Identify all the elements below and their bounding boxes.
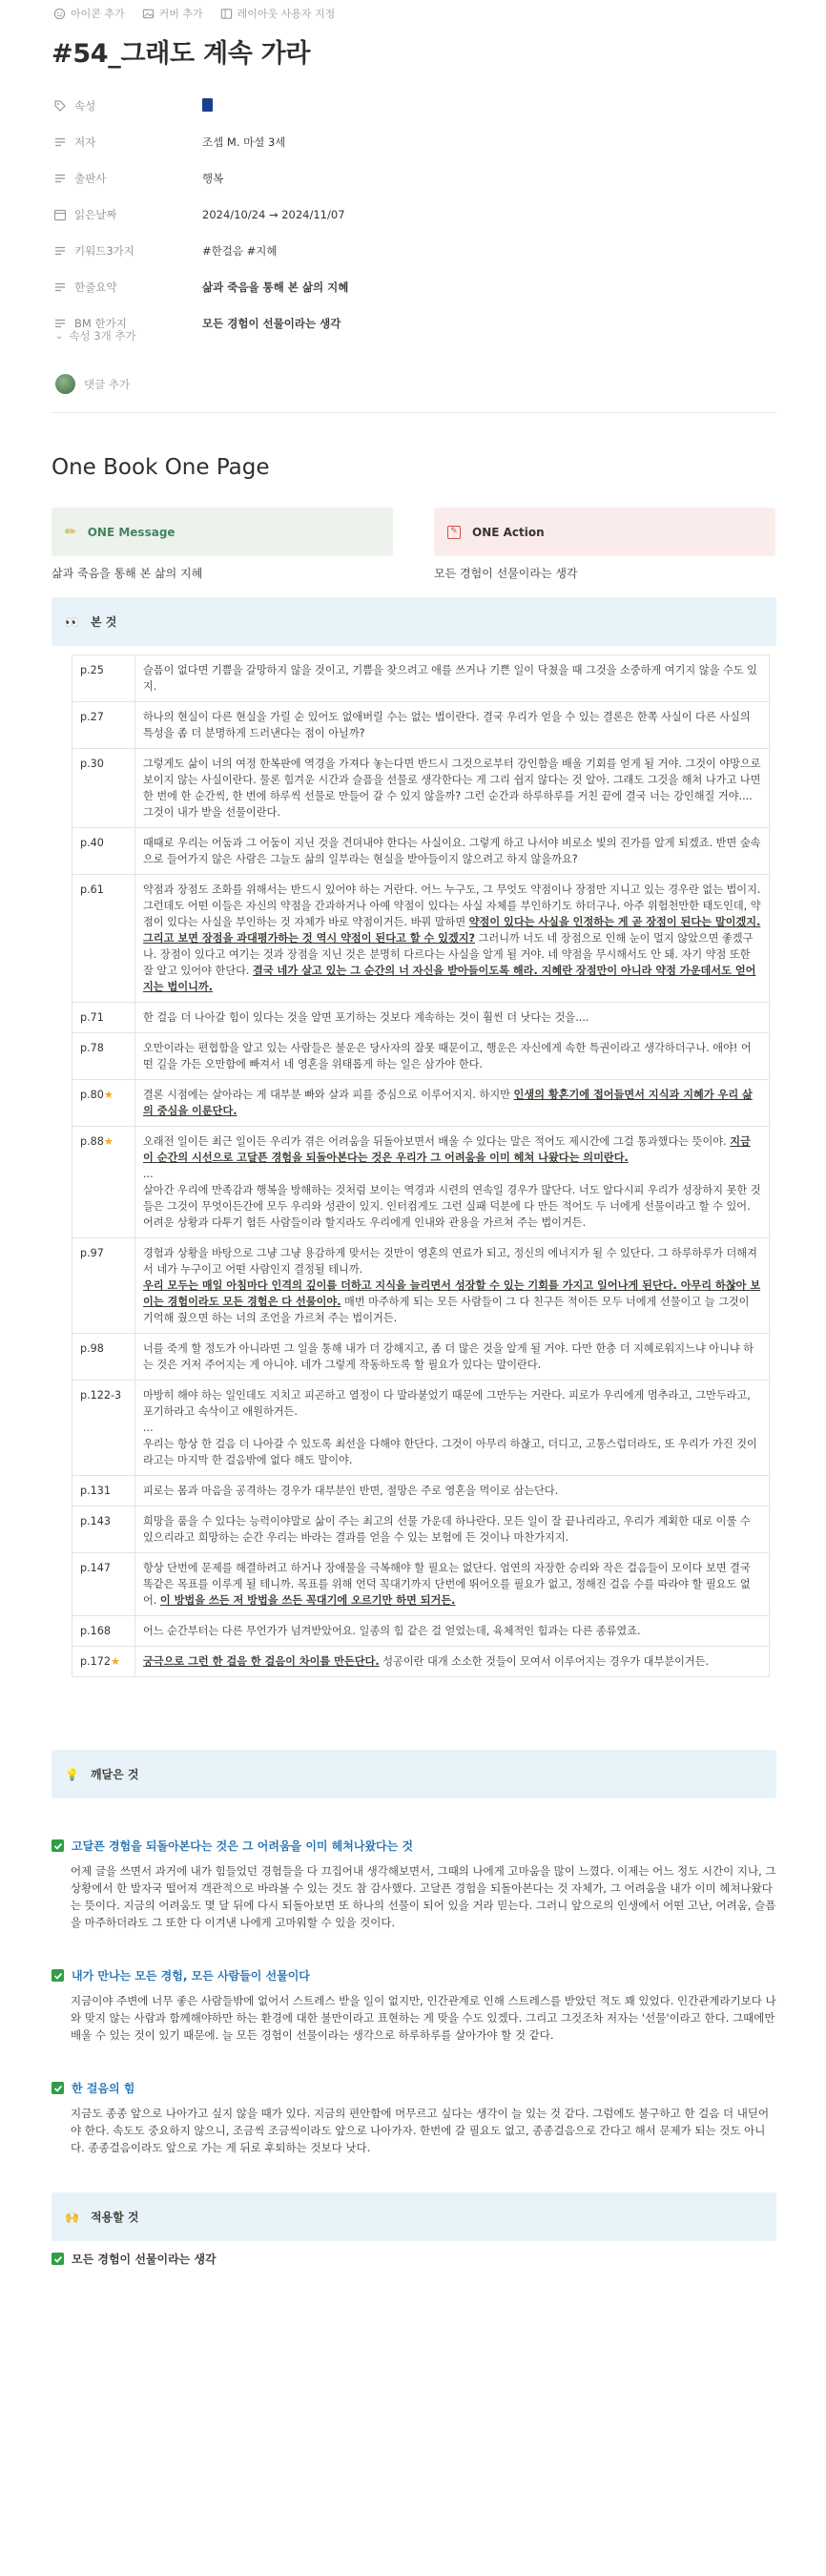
insight-2 <box>52 1967 776 2044</box>
quote-page-text: p.131 <box>80 1485 112 1497</box>
quote-text[interactable] <box>135 1381 770 1476</box>
property-attr-label: 속성 <box>74 99 96 113</box>
quote-fragment: 매번 마주하게 되는 모든 사람들이 그 다 친구든 적이든 모두 너에게 선물이고 늘 그것이 기억해 줬으면 하는 너의 조언을 가르쳐 주는 법이거든. <box>143 1296 750 1324</box>
customize-layout-button[interactable] <box>220 6 336 21</box>
seen-section-header[interactable] <box>52 597 776 646</box>
quote-fragment: 마방히 해야 하는 일인데도 지치고 피곤하고 열정이 다 말라붙었기 때문에 그만두는 거란다. 피로가 우리에게 멈추라고, 그만두라고, 포기하라고 속삭이고 애원하거든. ... 우리는 항상 한 걸음 더 나아갈 수 있도록 최선을 다해야 한단다. 그것이 아무리 하찮고, 더디고, 고통스럽더라도, 또 우리가 가진 것이라고는 마지막 한 걸음밖에 없다 해도 말이야. <box>143 1389 757 1466</box>
quote-page <box>72 1506 135 1553</box>
property-publisher-name <box>52 171 202 186</box>
add-comment[interactable] <box>55 374 130 394</box>
quote-page <box>72 1033 135 1080</box>
property-summary-name <box>52 280 202 295</box>
star-icon: ★ <box>103 1135 114 1148</box>
page-top-actions <box>53 6 335 21</box>
property-summary-value[interactable]: 삶과 죽음을 통해 본 삶의 지혜 <box>202 280 349 294</box>
quote-page <box>72 1003 135 1033</box>
property-read-date-name <box>52 207 202 222</box>
add-comment-label: 댓글 추가 <box>84 377 131 391</box>
apply-section-header[interactable] <box>52 2192 776 2241</box>
quote-text[interactable] <box>135 875 770 1003</box>
obop-heading: One Book One Page <box>52 455 270 480</box>
quote-page <box>72 1127 135 1238</box>
quote-text[interactable] <box>135 1033 770 1080</box>
table-row <box>72 1553 770 1616</box>
property-read-date-label: 읽은날짜 <box>74 208 117 221</box>
eyes-icon: 👀 <box>65 614 79 629</box>
quote-highlight: 결국 네가 살고 있는 그 순간의 너 자신을 받아들이도록 해라. 지혜란 장점만이 아니라 약점 가운데서도 얻어지는 법이니까. <box>143 965 756 993</box>
lightbulb-icon: 💡 <box>65 1767 79 1781</box>
quote-text[interactable] <box>135 828 770 875</box>
quote-page <box>72 702 135 749</box>
pencil-icon: ✏ <box>65 524 76 540</box>
quote-page-text: p.172 <box>80 1655 112 1668</box>
quote-text[interactable] <box>135 702 770 749</box>
quote-highlight: 이 방법을 쓰든 저 방법을 쓰든 꼭대기에 오르기만 하면 되거든. <box>159 1594 456 1607</box>
property-author-name <box>52 135 202 150</box>
quote-fragment: 어느 순간부터는 다른 무언가가 넘겨받았어요. 일종의 힘 같은 걸 얻었는데, 육체적인 힘과는 다른 종류였죠. <box>143 1625 641 1637</box>
edit-icon: ✎ <box>447 526 461 539</box>
property-bm-value[interactable]: 모든 경험이 선물이라는 생각 <box>202 317 341 330</box>
quote-page-text: p.30 <box>80 758 104 770</box>
page-title[interactable]: #54_그래도 계속 가라 <box>52 39 311 69</box>
quote-page-text: p.97 <box>80 1247 104 1259</box>
apply-item-text: 모든 경험이 선물이라는 생각 <box>72 2253 217 2266</box>
property-keywords-value[interactable]: #한걸음 #지혜 <box>202 244 278 258</box>
layout-icon <box>220 8 233 20</box>
quote-fragment: 한 걸음 더 나아갈 힘이 있다는 것을 알면 포기하는 것보다 계속하는 것이 훨씬 더 낫다는 것을.... <box>143 1011 589 1024</box>
property-read-date-value[interactable]: 2024/10/24 → 2024/11/07 <box>202 208 345 221</box>
quote-page-text: p.40 <box>80 837 104 849</box>
insight-title[interactable] <box>52 2080 776 2096</box>
insight-3 <box>52 2080 776 2156</box>
quote-fragment: 항상 단번에 문제를 해결하려고 하거나 장애물을 극복해야 할 필요는 없단다. 엄연의 자장한 승리와 작은 걸음들이 모이다 보면 결국 똑같은 목표를 이루게 될 테니까. 목표를 위해 언덕 꼭대기까지 단번에 뛰어오를 필요가 없고, 정해진 걸음 수를 따라야 할 필요도 없어. <box>143 1562 751 1607</box>
quote-fragment: 그렇게도 삶이 너의 여정 한복판에 역경을 가져다 놓는다면 반드시 그것으로부터 강인함을 배울 기회를 얻게 될 거야. 그것이 야망으로 보이지 않는 사실이란다. 물론 힘겨운 시간과 슬픔을 선물로 생각한다는 게 그리 쉽지 않다는 것 알아. 그래도 그것을 해쳐 나가고 나면 한 번에 한 순간씩, 한 번에 하루씩 선물로 만들어 갈 수 있지 않을까? 그런 순간과 하루하루를 거친 끝에 결국 너는 강인해질 거야.... 그것이 내가 받을 선물이란다. <box>143 758 761 819</box>
table-row <box>72 1127 770 1238</box>
quote-text[interactable] <box>135 1127 770 1238</box>
property-author-label: 저자 <box>74 135 96 149</box>
checkbox-checked-icon[interactable] <box>52 2082 64 2094</box>
table-row <box>72 1476 770 1506</box>
quote-page <box>72 1647 135 1677</box>
quote-fragment: 오만이라는 편협함을 알고 있는 사람들은 불운은 당사자의 잘못 때문이고, 행운은 자신에게 속한 특권이라고 생각하더구나. 애야! 어떤 길을 가든 오만함에 빠져서 네 영혼을 위태롭게 하는 일은 삼가야 한다. <box>143 1042 752 1070</box>
smiley-icon <box>53 8 66 20</box>
one-action-callout[interactable] <box>434 508 775 556</box>
property-bm-label: BM 한가지 <box>74 317 127 330</box>
star-icon: ★ <box>103 1089 114 1101</box>
more-properties-toggle[interactable] <box>55 328 136 343</box>
property-keywords-label: 키워드3가지 <box>74 244 134 258</box>
quote-fragment: 하나의 현실이 다른 현실을 가릴 순 있어도 없애버릴 수는 없는 법이란다. 결국 우리가 얻을 수 있는 결론은 한쪽 사실이 다른 사실의 특성을 좀 더 분명하게 드러낸다는 점이 아닐까? <box>143 711 751 739</box>
quote-page <box>72 1238 135 1334</box>
apply-label: 적용할 것 <box>90 2211 139 2224</box>
insight-title-text: 한 걸음의 힘 <box>72 2082 135 2095</box>
add-cover-button[interactable] <box>142 6 203 21</box>
quote-page-text: p.88 <box>80 1135 104 1148</box>
property-author-value[interactable]: 조셉 M. 마셜 3세 <box>202 135 286 149</box>
table-row <box>72 1647 770 1677</box>
text-lines-icon <box>53 172 67 185</box>
quote-fragment: 결론 시점에는 살아라는 게 대부분 빠와 살과 피를 중심으로 이루어지지. 하지만 <box>143 1089 514 1101</box>
quote-text[interactable] <box>135 1506 770 1553</box>
text-lines-icon <box>53 244 67 258</box>
property-publisher[interactable] <box>52 164 776 193</box>
property-summary[interactable] <box>52 273 776 301</box>
quote-page-text: p.168 <box>80 1625 112 1637</box>
property-read-date[interactable] <box>52 200 776 229</box>
quote-fragment: 오래전 일이든 최근 일이든 우리가 겪은 어려움을 뒤돌아보면서 배울 수 있다는 말은 적어도 제시간에 그걸 통과했다는 뜻이야. <box>143 1135 731 1148</box>
quote-page-text: p.122-3 <box>80 1389 122 1402</box>
quote-page-text: p.98 <box>80 1342 104 1355</box>
quote-text[interactable] <box>135 1003 770 1033</box>
quote-text[interactable] <box>135 1616 770 1647</box>
property-keywords-name <box>52 243 202 259</box>
quote-page-text: p.61 <box>80 883 104 896</box>
quote-highlight: 우리 모두는 매일 아침마다 인격의 깊이를 더하고 지식을 늘리면서 성장할 수 있는 기회를 가지고 일어나게 된단다. 아무리 하찮아 보이는 경험이라도 모든 경험은 다 선물이야. <box>143 1279 761 1308</box>
quote-fragment: 슬픔이 없다면 기쁨을 갈망하지 않을 것이고, 기쁨을 찾으려고 애를 쓰거나 기쁜 일이 닥쳤을 때 그것을 소중하게 여기지 않을 수도 있지. <box>143 664 757 693</box>
quote-fragment: 경험과 상황을 바탕으로 그냥 그냥 용감하게 맞서는 것만이 영혼의 연료가 되고, 정신의 에너지가 될 수 있단다. 그 하루하루가 더해져서 네가 누구이고 어떤 사람인지 결정될 테니까. <box>143 1247 757 1276</box>
quotes-table <box>72 654 770 1677</box>
quote-page <box>72 1616 135 1647</box>
table-row <box>72 1616 770 1647</box>
insight-body: 어제 글을 쓰면서 과거에 내가 힘들었던 경험들을 다 끄집어내 생각해보면서, 그때의 나에게 고마움을 많이 느꼈다. 이제는 어느 정도 시간이 지나, 그 상황에서 한 발자국 떨어져 객관적으로 바라볼 수 있는 것도 참 감사했다. 고달픈 경험을 되돌아본다는 것 자체가, 그 어려움을 내가 이미 헤쳐나왔다는 뜻이다. 지금의 어려움도 몇 달 뒤에 다시 되돌아보면 또 하나의 선물이 되어 있을 거라 믿는다. 그러니 앞으로의 인생에서 어떤 고난, 어려움, 슬픔을 마주하더라도 그 또한 다 이겨낸 나에게 고마워할 수 있을 것이다. <box>71 1864 776 1929</box>
text-lines-icon <box>53 280 67 294</box>
quote-text[interactable] <box>135 1238 770 1334</box>
insight-title[interactable] <box>52 1838 776 1854</box>
quote-fragment: 너를 죽게 할 정도가 아니라면 그 일을 통해 내가 더 강해지고, 좀 더 많은 것을 알게 될 거야. 다만 한층 더 지혜로워지느냐 아니냐 하는 것은 거저 주어지는 게 아니야. 네가 그렇게 작동하도록 할 필요가 있다는 말이란다. <box>143 1342 754 1371</box>
table-row <box>72 1334 770 1381</box>
insight-body: 지금이야 주변에 너무 좋은 사람들밖에 없어서 스트레스 받을 일이 없지만, 인간관계로 인해 스트레스를 받았던 적도 꽤 있었다. 인간관계라기보다 나와 맞지 않는 사람과 함께해야하만 하는 환경에 대한 불만이라고 표현하는 게 맞을 수도 있겠다. 그리고 그것조차 저자는 '선물'이라고 한다. 그때에만 배울 수 있는 것이 있기 때문에. 늘 모든 경험이 선물이라는 생각으로 하루하루를 살아가야 할 것 같다. <box>71 1994 776 2042</box>
quote-fragment: 그러니까 너도 네 장점으로 인해 눈이 멀지 않았으면 좋겠구나. 장점이 있다고 여기는 것과 장점을 지닌 것은 분명히 다르다는 사실을 알게 될 거야. 네 약점을 무시해서도 안 돼. 자기 약점 또한 잘 알고 있어야 한단다. <box>143 932 754 977</box>
quote-fragment: 때때로 우리는 어둠과 그 어둠이 지닌 것을 견뎌내야 한다는 사실이요. 그렇게 하고 나서야 비로소 빛의 진가를 알게 되겠죠. 반면 숲속으로 들어가지 않은 사람은 그늘도 삶의 일부라는 현실을 받아들이지 않으려고 하지 않을까요? <box>143 837 761 865</box>
checkbox-checked-icon[interactable] <box>52 1839 64 1852</box>
divider <box>52 412 776 413</box>
insight-title-text: 내가 만나는 모든 경험, 모든 사람들이 선물이다 <box>72 1969 310 1983</box>
text-lines-icon <box>53 135 67 149</box>
quote-page <box>72 1476 135 1506</box>
property-publisher-value[interactable]: 행복 <box>202 172 224 185</box>
quote-page <box>72 749 135 828</box>
quote-page-text: p.147 <box>80 1562 112 1574</box>
insight-1 <box>52 1838 776 1931</box>
star-icon: ★ <box>111 1655 121 1668</box>
one-action-value: 모든 경험이 선물이라는 생각 <box>434 567 578 580</box>
quote-text[interactable] <box>135 749 770 828</box>
quote-highlight: 궁극으로 그런 한 걸음 한 걸음이 차이를 만든단다. <box>143 1655 380 1668</box>
add-icon-label: 아이콘 추가 <box>71 8 125 20</box>
property-attr-name <box>52 98 202 114</box>
one-message-value: 삶과 죽음을 통해 본 삶의 지혜 <box>52 567 203 580</box>
property-publisher-label: 출판사 <box>74 172 107 185</box>
apply-item[interactable] <box>52 2251 776 2267</box>
calendar-icon <box>53 208 67 221</box>
checkbox-checked-icon[interactable] <box>52 2253 64 2265</box>
quote-highlight: 지금 이 순간의 시선으로 고달픈 경험을 되돌아본다는 것은 우리가 그 어려움을 이미 헤쳐 나왔다는 의미란다. <box>143 1135 751 1164</box>
property-attr-value[interactable] <box>202 98 213 114</box>
quote-page <box>72 1080 135 1127</box>
quote-text[interactable] <box>135 655 770 702</box>
checkbox-checked-icon[interactable] <box>52 1969 64 1982</box>
quote-page <box>72 655 135 702</box>
quote-page-text: p.80 <box>80 1089 104 1101</box>
quote-text[interactable] <box>135 1476 770 1506</box>
quote-fragment: 성공이란 대개 소소한 것들이 모여서 이루어지는 경우가 대부분이거든. <box>379 1655 710 1668</box>
quote-fragment: 약점과 장점도 조화를 위해서는 반드시 있어야 하는 거란다. 어느 누구도, 그 무엇도 약점이나 장점만 지니고 있는 경우란 없는 법이지. 그런데도 어떤 이들은 자신의 약점을 간과하거나 아예 약점이 있다는 사실 자체를 부인하기도 하더구나. 아주 위험천만한 태도인데, 약점이 있다는 사실을 부인하는 것 자체가 바로 약점이거든. 바꿔 말하면 <box>143 883 761 928</box>
quote-text[interactable] <box>135 1080 770 1127</box>
quote-highlight: 인생의 황혼기에 접어들면서 지식과 지혜가 우리 삶의 중심을 이룬단다. <box>143 1089 753 1117</box>
table-row <box>72 1080 770 1127</box>
chevron-down-icon: ⌄ <box>55 330 64 342</box>
customize-layout-label: 레이아웃 사용자 지정 <box>237 8 336 20</box>
quote-highlight: 약점이 있다는 사실을 인정하는 게 곧 장점이 된다는 말이겠지. 그리고 보면 장점을 과대평가하는 것 역시 약점이 된다고 할 수 있겠지? <box>143 916 761 945</box>
one-message-label: ONE Message <box>87 525 176 539</box>
avatar <box>55 374 75 394</box>
more-properties-label: 속성 3개 추가 <box>69 329 136 343</box>
table-row <box>72 749 770 828</box>
property-author[interactable] <box>52 128 776 156</box>
quote-fragment: ... 살아간 우리에 만족감과 행복을 방해하는 것처럼 보이는 역경과 시련의 연속일 경우가 많단다. 너도 알다시피 우리가 성장하지 못한 것들은 그것이 무엇이든간에 모두 우리와 성관이 있지. 인터컴게도 그런 실패 덕분에 다 만든 적어도 두 너에게 선물이라고 할 수 있어. 어려운 상황과 다투기 험든 사람들이라 할지라도 우리에게 인내와 관용을 가르쳐 주는 법이거든. <box>143 1168 761 1229</box>
table-row <box>72 655 770 702</box>
quote-page-text: p.71 <box>80 1011 104 1024</box>
table-row <box>72 875 770 1003</box>
add-icon-button[interactable] <box>53 6 125 21</box>
add-cover-label: 커버 추가 <box>158 8 203 20</box>
quote-page-text: p.27 <box>80 711 104 723</box>
property-attr[interactable] <box>52 92 776 120</box>
one-message-callout[interactable] <box>52 508 393 556</box>
property-summary-label: 한줄요약 <box>74 280 117 294</box>
apply-list <box>52 2251 776 2267</box>
quote-page-text: p.143 <box>80 1515 112 1527</box>
table-row <box>72 1003 770 1033</box>
insight-title-text: 고달픈 경험을 되돌아본다는 것은 그 어려움을 이미 헤쳐나왔다는 것 <box>72 1839 414 1853</box>
seen-label: 본 것 <box>90 615 117 629</box>
table-row <box>72 702 770 749</box>
quote-page-text: p.78 <box>80 1042 104 1054</box>
insight-title[interactable] <box>52 1967 776 1984</box>
table-row <box>72 828 770 875</box>
quote-page-text: p.25 <box>80 664 104 676</box>
swatch-icon <box>202 98 213 112</box>
property-keywords[interactable] <box>52 237 776 265</box>
tag-icon <box>53 99 67 113</box>
raised-hands-icon: 🙌 <box>65 2210 79 2224</box>
quote-page <box>72 828 135 875</box>
quote-text[interactable] <box>135 1334 770 1381</box>
property-bm[interactable] <box>52 309 776 338</box>
table-row <box>72 1381 770 1476</box>
quote-text[interactable] <box>135 1647 770 1677</box>
quote-page <box>72 1334 135 1381</box>
quote-page <box>72 1553 135 1616</box>
quote-page <box>72 875 135 1003</box>
quote-fragment: 희망을 품을 수 있다는 능력이야말로 삶이 주는 최고의 선물 가운데 하나란다. 모든 일이 잘 끝나리라고, 우리가 계획한 대로 이룰 수 있으리라고 희망하는 순간 우리는 바라는 결과를 얻을 수 있는 보험에 든 것이나 마찬가지지. <box>143 1515 751 1544</box>
image-icon <box>142 8 155 20</box>
quote-page <box>72 1381 135 1476</box>
table-row <box>72 1506 770 1553</box>
realized-section-header[interactable] <box>52 1750 776 1798</box>
one-action-label: ONE Action <box>472 525 545 539</box>
quote-text[interactable] <box>135 1553 770 1616</box>
table-row <box>72 1238 770 1334</box>
insight-body: 지금도 종종 앞으로 나아가고 싶지 않을 때가 있다. 지금의 편안함에 머무르고 싶다는 생각이 늘 있는 것 같다. 그럼에도 불구하고 한 걸음 더 내딛어야 한다. 속도도 중요하지 않으니, 조금씩 조금씩이라도 앞으로 나아가자. 한번에 갈 필요도 없고, 종종걸음으로 간다고 해서 문제가 되는 것도 아니다. 종종걸음이라도 앞으로 가는 게 뒤로 후퇴하는 것보다 낫다. <box>71 2107 770 2154</box>
realized-label: 깨달은 것 <box>90 1768 139 1781</box>
quote-fragment: 피로는 몸과 마음을 공격하는 경우가 대부분인 반면, 절망은 주로 영혼을 먹이로 삼는단다. <box>143 1485 559 1497</box>
table-row <box>72 1033 770 1080</box>
